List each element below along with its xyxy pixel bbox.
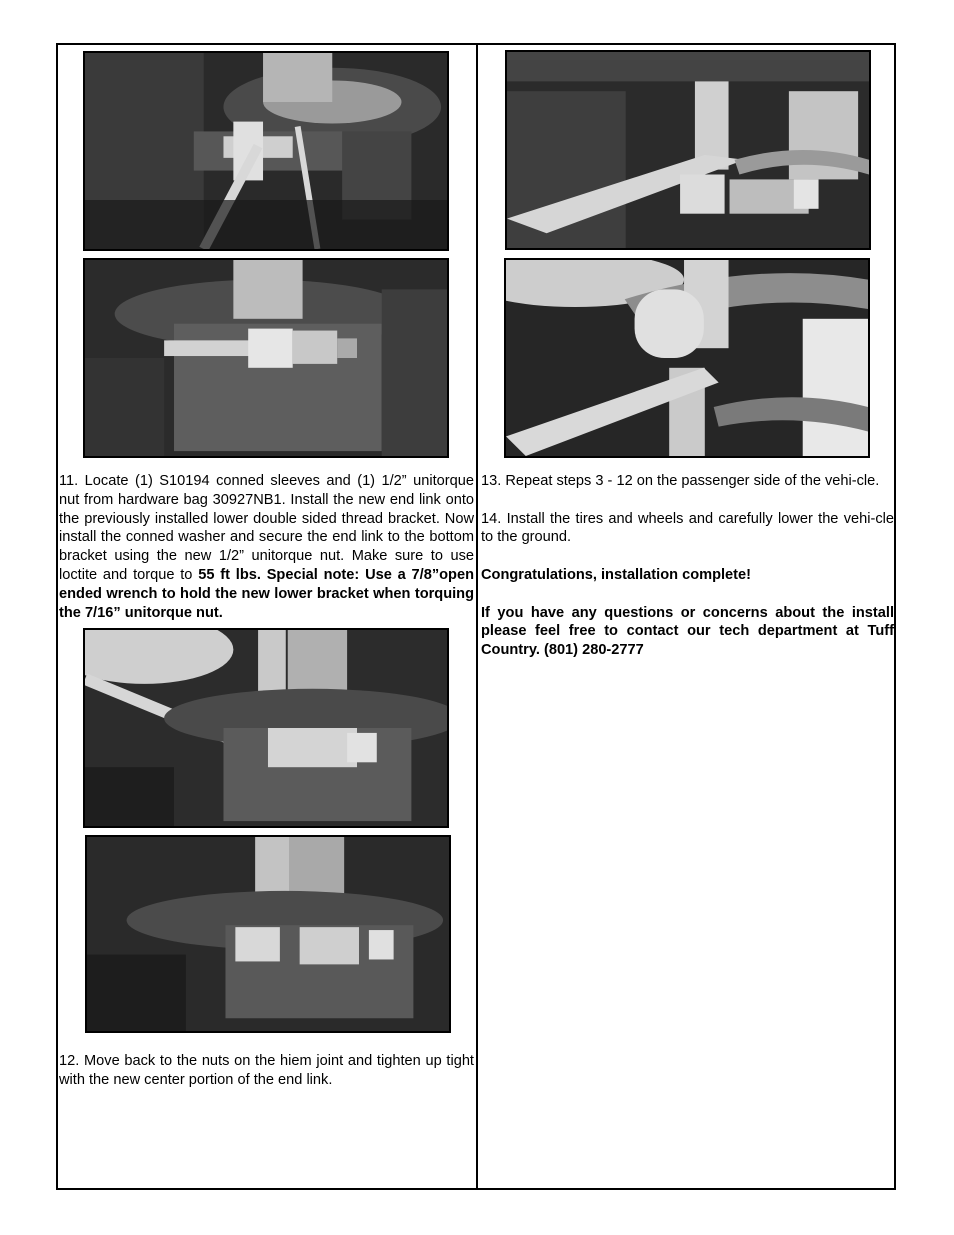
photo-step11-end-link-installed (83, 258, 449, 458)
step-12-instructions (59, 1052, 474, 1090)
step-11-torque-note: 55 ft lbs. Special note: Use a 7/8”open ended wrench to hold the new lower bracket when torquing the 7/16” unitorque nut. (59, 566, 474, 621)
step-11-text: 11. Locate (1) S10194 conned sleeves and (1) 1/2” unitorque nut from hardware bag 30927NB1. Install the new end link onto the previously installed lower double sided thread bracket. Now install the conned washer and secure the end link to the bottom bracket using the new 1/2” unitorque nut. Make sure to use loctite and torque to (59, 473, 474, 583)
contact-text: If you have any questions or concerns about the install please feel free to contact our tech department at Tuff Country. (801) 280-2777 (481, 604, 894, 659)
right-column-instructions (481, 472, 894, 660)
photo-step12-hiem-joint (85, 835, 451, 1033)
congratulations-text: Congratulations, installation complete! (481, 566, 752, 583)
photo-step13-wrench-bottom (504, 258, 870, 458)
photo-step11-wrench-on-bracket (83, 51, 449, 251)
column-divider (476, 43, 478, 1190)
step-11-instructions (59, 472, 474, 622)
step-13-text: 13. Repeat steps 3 - 12 on the passenger side of the vehi-cle. (481, 473, 880, 489)
step-14-text: 14. Install the tires and wheels and carefully lower the vehi-cle to the ground. (481, 510, 894, 546)
step-12-text: 12. Move back to the nuts on the hiem joint and tighten up tight with the new center portion of the end link. (59, 1053, 474, 1088)
photo-step13-wrench-top (505, 50, 871, 250)
photo-step11-torque-nut (83, 628, 449, 828)
